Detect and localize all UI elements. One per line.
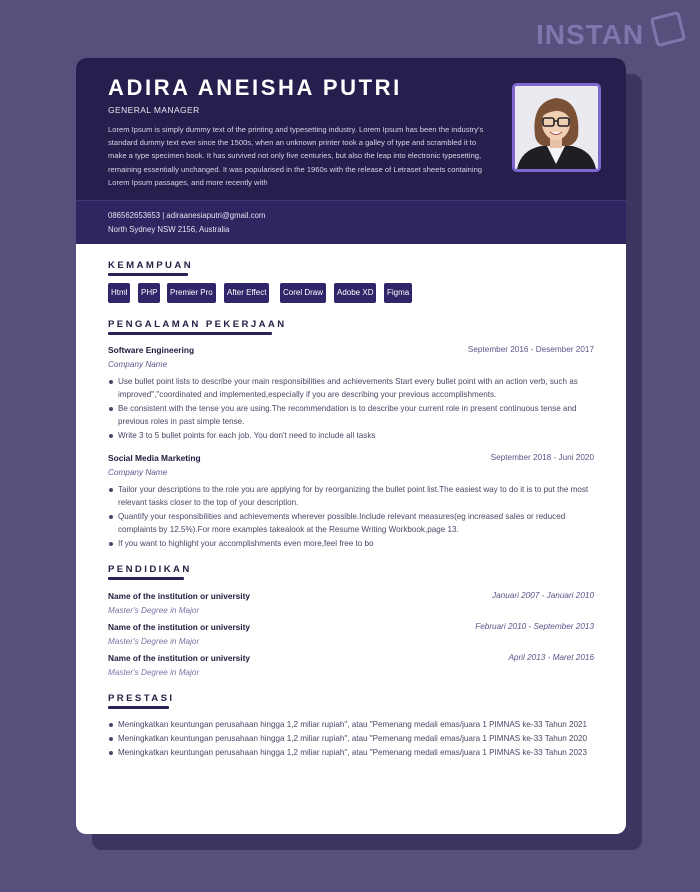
profile-photo	[512, 83, 601, 172]
education-degree: Master's Degree in Major	[108, 668, 200, 677]
job-bullet: Use bullet point lists to describe your main responsibilities and achievements Start every bullet point with an action verb, such as improved","coordinated and implemented,especially if you are describing your previous accomplishments.	[108, 375, 596, 401]
education-degree: Master's Degree in Major	[108, 606, 200, 615]
contact-bar	[76, 200, 626, 244]
skill-tag: PHP	[138, 283, 160, 303]
contact-phone-email: 086562653653 | adiraanesiaputri@gmail.com	[108, 211, 266, 220]
job-date: September 2016 - Desember 2017	[467, 345, 594, 354]
education-heading-underline	[108, 577, 184, 580]
institution-name: Name of the institution or university	[108, 653, 250, 663]
brand-cv-mark-icon	[650, 11, 686, 47]
job-company: Company Name	[108, 468, 168, 477]
job-bullets	[108, 375, 596, 443]
job-date: September 2018 - Juni 2020	[490, 453, 594, 462]
achievement-item: Meningkatkan keuntungan perusahaan hingga 1,2 miliar rupiah", atau "Pemenang medali emas/juara 1 PIMNAS ke-33 Tahun 2021	[108, 718, 596, 731]
candidate-role: GENERAL MANAGER	[108, 105, 200, 115]
contact-address: North Sydney NSW 2156, Australia	[108, 225, 230, 234]
brand-wordmark: INSTAN	[536, 19, 645, 50]
institution-name: Name of the institution or university	[108, 591, 250, 601]
skill-tag: Corel Draw	[280, 283, 326, 303]
profile-summary: Lorem Ipsum is simply dummy text of the printing and typesetting industry. Lorem Ipsum has been the industry's standard dummy text ever since the 1500s, when an unknown printer took a galley of type and scrambled it to make a type specimen book. It has survived not only five centuries, but also the leap into electronic typesetting, remaining essentially unchanged. It was popularised in the 1960s with the release of Letraset sheets containing Lorem Ipsum passages, and more recently with	[108, 125, 484, 187]
experience-heading: PENGALAMAN PEKERJAAN	[108, 319, 287, 330]
skill-tag: Adobe XD	[334, 283, 376, 303]
resume-header	[76, 58, 626, 200]
resume-card	[76, 58, 626, 834]
candidate-name: ADIRA ANEISHA PUTRI	[108, 75, 402, 100]
education-date: April 2013 - Maret 2016	[508, 653, 594, 662]
skill-tag: After Effect	[224, 283, 269, 303]
achievement-item: Meningkatkan keuntungan perusahaan hingga 1,2 miliar rupiah", atau "Pemenang medali emas/juara 1 PIMNAS ke-33 Tahun 2020	[108, 732, 596, 745]
job-company: Company Name	[108, 360, 168, 369]
experience-heading-underline	[108, 332, 272, 335]
achievements-heading-underline	[108, 706, 169, 709]
skill-tag: Premier Pro	[167, 283, 216, 303]
skills-heading: KEMAMPUAN	[108, 260, 194, 271]
achievement-list	[108, 718, 596, 760]
achievement-item: Meningkatkan keuntungan perusahaan hingga 1,2 miliar rupiah", atau "Pemenang medali emas/juara 1 PIMNAS ke-33 Tahun 2023	[108, 746, 596, 759]
job-bullets	[108, 483, 596, 551]
education-date: Februari 2010 - September 2013	[475, 622, 594, 631]
job-bullet: If you want to highlight your accomplishments even more,feel free to bo	[108, 537, 596, 550]
instancv-logo	[536, 14, 686, 54]
job-bullet: Write 3 to 5 bullet points for each job. You don't need to include all tasks	[108, 429, 596, 442]
job-title: Software Engineering	[108, 345, 195, 355]
skill-tag: Figma	[384, 283, 412, 303]
education-date: Januari 2007 - Januari 2010	[492, 591, 594, 600]
institution-name: Name of the institution or university	[108, 622, 250, 632]
job-title: Social Media Marketing	[108, 453, 201, 463]
job-bullet: Quantify your responsibilities and achievements wherever possible.Include relevant measures(eg increased sales or reduced complaints by 12.5%).For more examples takealook at the Resume Writing Workbook,page 13.	[108, 510, 596, 536]
education-heading: PENDIDIKAN	[108, 564, 192, 575]
job-bullet: Be consistent with the tense you are using.The recommendation is to describe your current role in present continuous tense and previous roles in past simple tense.	[108, 402, 596, 428]
skill-tag: Html	[108, 283, 130, 303]
education-degree: Master's Degree in Major	[108, 637, 200, 646]
skills-heading-underline	[108, 273, 188, 276]
achievements-heading: PRESTASI	[108, 693, 175, 704]
job-bullet: Tailor your descriptions to the role you are applying for by reorganizing the bullet point list.The easiest way to do it is to put the most relevant tasks closer to the top of your description.	[108, 483, 596, 509]
